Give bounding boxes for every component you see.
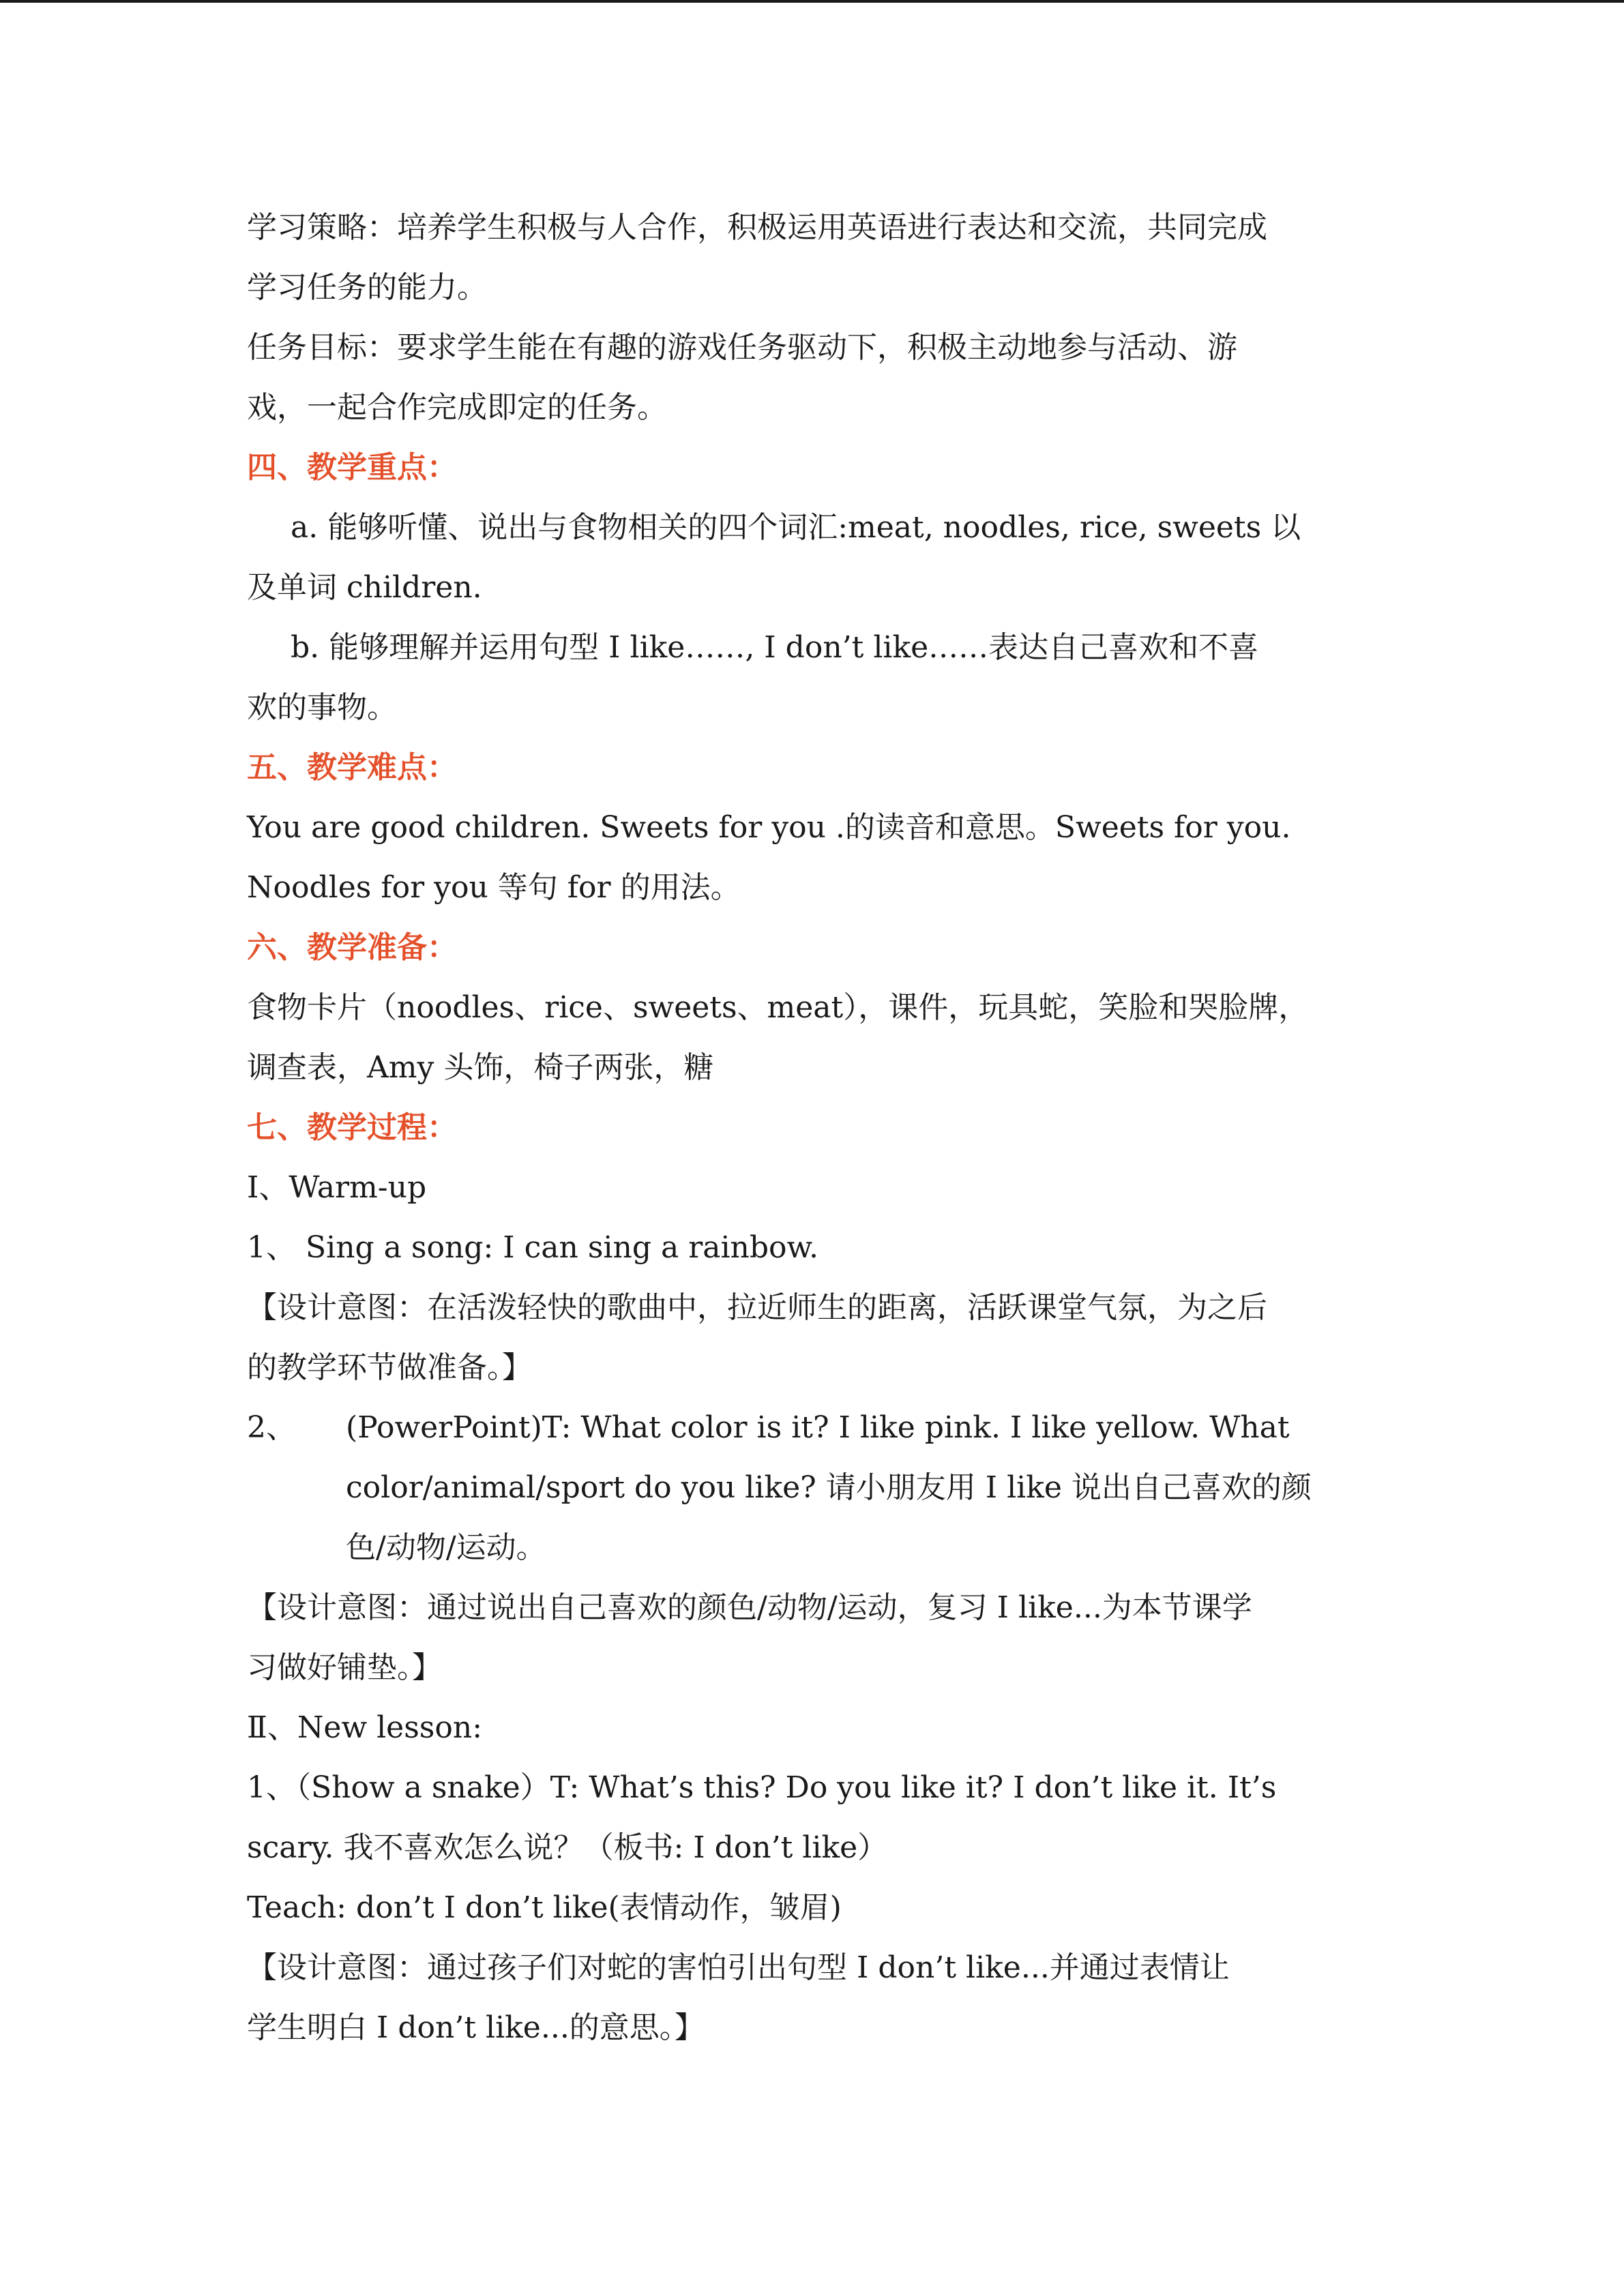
document-page [247, 198, 1379, 2058]
section-warm-up: Ⅰ、Warm-up [247, 1170, 427, 1205]
key-point-b-cont: 欢的事物。 [247, 690, 397, 725]
design-intent-3: 【设计意图：通过孩子们对蛇的害怕引出句型 I don’t like...并通过表情让 [247, 1950, 1230, 1985]
heading-key-points: 四、教学重点： [247, 450, 457, 485]
heading-process: 七、教学过程： [247, 1110, 457, 1145]
key-point-a: a. 能够听懂、说出与食物相关的四个词汇:meat, noodles, rice, sweets 以 [291, 510, 1301, 545]
design-intent-2-cont: 习做好铺垫。】 [247, 1650, 442, 1685]
design-intent-3-cont: 学生明白 I don’t like...的意思。】 [247, 2010, 705, 2045]
task-goal-text: 任务目标：要求学生能在有趣的游戏任务驱动下，积极主动地参与活动、游 [247, 330, 1237, 365]
step-powerpoint-cont2: 色/动物/运动。 [346, 1530, 546, 1565]
strategy-text-cont: 学习任务的能力。 [247, 270, 487, 305]
difficulty-text: You are good children. Sweets for you .的读音和意思。Sweets for you. [247, 810, 1291, 845]
step-show-snake-cont: scary. 我不喜欢怎么说？（板书: I don’t like） [247, 1830, 888, 1865]
strategy-text: 学习策略：培养学生积极与人合作，积极运用英语进行表达和交流，共同完成 [247, 210, 1267, 245]
design-intent-2: 【设计意图：通过说出自己喜欢的颜色/动物/运动，复习 I like...为本节课学 [247, 1590, 1252, 1625]
key-point-b: b. 能够理解并运用句型 I like……, I don’t like……表达自己喜欢和不喜 [291, 630, 1259, 665]
preparation-text-cont: 调查表，Amy 头饰，椅子两张，糖 [247, 1050, 714, 1085]
key-point-a-cont: 及单词 children. [247, 570, 482, 605]
step-powerpoint [247, 1398, 1379, 1458]
step-show-snake: 1、（Show a snake）T: What’s this? Do you like it? I don’t like it. It’s [247, 1770, 1277, 1805]
step-sing-song: 1、 Sing a song: I can sing a rainbow. [247, 1230, 818, 1265]
heading-difficulties: 五、教学难点： [247, 750, 457, 785]
step-powerpoint-cont: color/animal/sport do you like? 请小朋友用 I like 说出自己喜欢的颜 [346, 1470, 1312, 1505]
section-new-lesson: Ⅱ、New lesson: [247, 1710, 483, 1745]
design-intent-1: 【设计意图：在活泼轻快的歌曲中，拉近师生的距离，活跃课堂气氛，为之后 [247, 1290, 1267, 1325]
task-goal-text-cont: 戏，一起合作完成即定的任务。 [247, 390, 667, 425]
step-number: 2、 [247, 1410, 296, 1445]
step-powerpoint-text: (PowerPoint)T: What color is it? I like pink. I like yellow. What [346, 1410, 1290, 1445]
difficulty-text-cont: Noodles for you 等句 for 的用法。 [247, 870, 741, 905]
teach-text: Teach: don’t I don’t like(表情动作，皱眉) [247, 1890, 842, 1925]
design-intent-1-cont: 的教学环节做准备。】 [247, 1350, 532, 1385]
page-top-border [0, 0, 1624, 3]
heading-preparation: 六、教学准备： [247, 930, 457, 965]
preparation-text: 食物卡片（noodles、rice、sweets、meat），课件，玩具蛇，笑脸和哭脸牌， [247, 990, 1309, 1025]
